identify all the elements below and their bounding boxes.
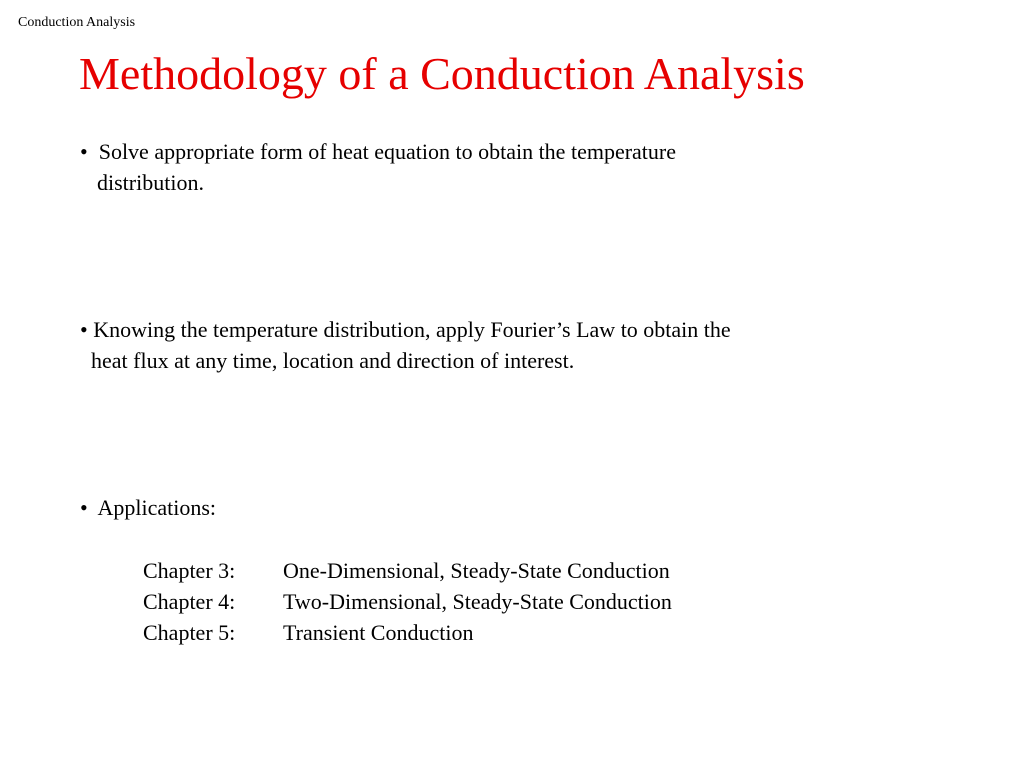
bullet-text-line1: Solve appropriate form of heat equation to obtain the temperature [87, 139, 676, 164]
bullet-text-line1: Applications: [87, 495, 217, 520]
bullet-marker: • [80, 495, 88, 520]
chapter-row [143, 555, 672, 586]
chapter-row [143, 617, 672, 648]
bullet-text-line2: distribution. [97, 170, 204, 195]
chapter-list [143, 555, 672, 648]
bullet-apply-fouriers-law [80, 314, 731, 376]
chapter-row [143, 586, 672, 617]
bullet-applications [80, 492, 216, 523]
bullet-marker: • [80, 317, 88, 342]
chapter-topic: Two-Dimensional, Steady-State Conduction [283, 589, 672, 614]
bullet-text-line1: Knowing the temperature distribution, apply Fourier’s Law to obtain the [87, 317, 731, 342]
bullet-solve-heat-equation [80, 136, 676, 198]
header-label: Conduction Analysis [18, 15, 136, 30]
bullet-marker: • [80, 139, 88, 164]
chapter-topic: One-Dimensional, Steady-State Conduction [283, 558, 670, 583]
chapter-label: Chapter 3: [143, 558, 236, 583]
chapter-label: Chapter 4: [143, 589, 236, 614]
slide-title: Methodology of a Conduction Analysis [79, 48, 805, 99]
chapter-label: Chapter 5: [143, 620, 236, 645]
bullet-text-line2: heat flux at any time, location and direction of interest. [91, 348, 575, 373]
chapter-topic: Transient Conduction [283, 620, 474, 645]
